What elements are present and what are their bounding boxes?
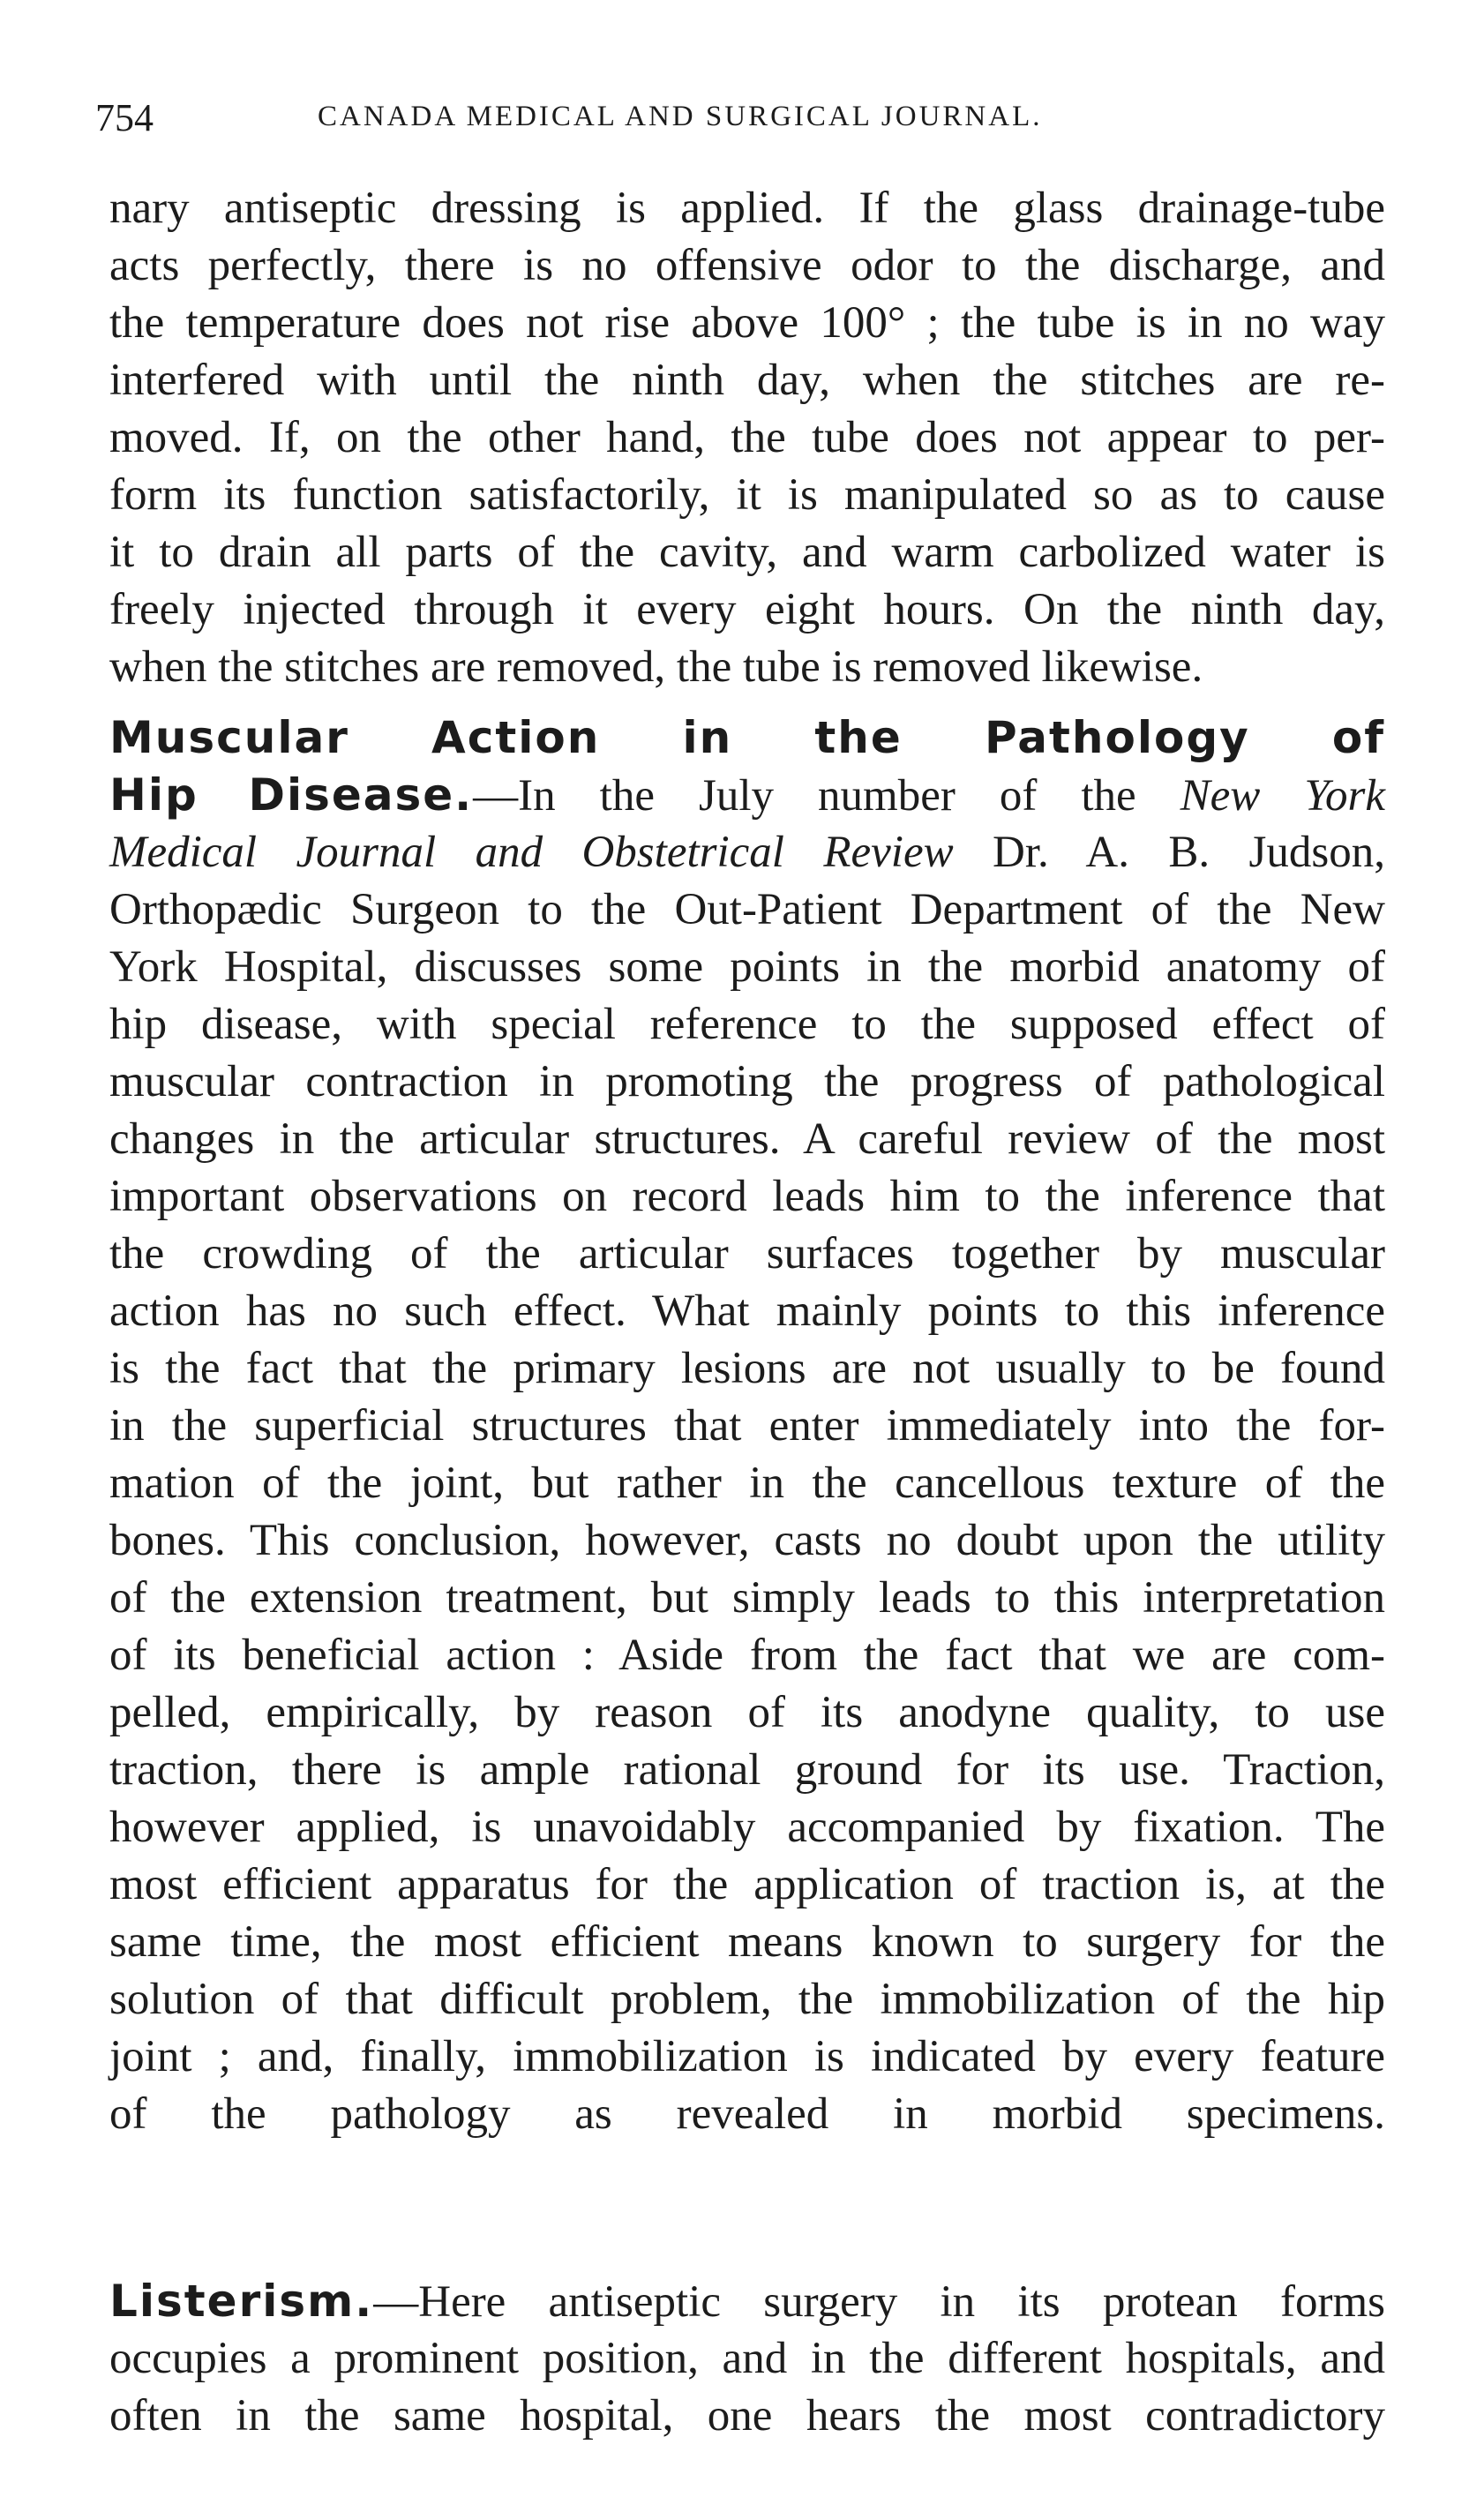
text-line: form its function satisfactorily, it is manipulated so as to cause: [109, 470, 1385, 520]
text-line: when the stitches are removed, the tube is removed likewise.: [109, 642, 1203, 692]
journal-title: CANADA MEDICAL AND SURGICAL JOURNAL.: [318, 101, 1043, 132]
text-line: is the fact that the primary lesions are not usually to be found: [109, 1344, 1385, 1393]
text-line: [109, 2145, 1385, 2198]
page-number: 754: [95, 96, 154, 139]
text-line: most efficient apparatus for the application of traction is, at the: [109, 1860, 1385, 1909]
text-line: nary antiseptic dressing is applied. If the glass drainage-tube: [109, 184, 1385, 233]
text-line: of the pathology as revealed in morbid specimens.: [109, 2089, 1385, 2139]
text-line: occupies a prominent position, and in the different hospitals, and: [109, 2334, 1385, 2383]
text-line: York Hospital, discusses some points in the morbid anatomy of: [109, 942, 1385, 992]
text-line: [109, 2202, 1385, 2255]
text-line: hip disease, with special reference to the supposed effect of: [109, 1000, 1385, 1049]
text-line: bones. This conclusion, however, casts no doubt upon the utility: [109, 1516, 1385, 1565]
text-line: acts perfectly, there is no offensive odor to the discharge, and: [109, 241, 1385, 290]
journal-citation: Medical Journal and Obstetrical Review: [109, 828, 954, 877]
text-line: muscular contraction in promoting the progress of pathological: [109, 1057, 1385, 1106]
text-line: Hip Disease.—In the July number of the New York: [109, 769, 1385, 821]
text-line: of its beneficial action : Aside from the fact that we are com-: [109, 1631, 1385, 1680]
text-line: joint ; and, finally, immobilization is indicated by every feature: [109, 2032, 1385, 2081]
text-line: however applied, is unavoidably accompanied by fixation. The: [109, 1803, 1385, 1852]
text-line: pelled, empirically, by reason of its anodyne quality, to use: [109, 1688, 1385, 1737]
text-line: the temperature does not rise above 100° ; the tube is in no way: [109, 298, 1385, 348]
text-line: Listerism.—Here antiseptic surgery in its protean forms: [109, 2276, 1385, 2327]
section-heading: Muscular Action in the Pathology of: [109, 712, 1385, 763]
text-line: freely injected through it every eight hours. On the ninth day,: [109, 585, 1385, 634]
section-heading: Hip Disease.: [109, 769, 474, 821]
text-line: mation of the joint, but rather in the cancellous texture of the: [109, 1458, 1385, 1508]
text-line: Medical Journal and Obstetrical Review Dr. A. B. Judson,: [109, 828, 1385, 877]
running-header: [0, 95, 1484, 148]
text-line: of the extension treatment, but simply leads to this interpretation: [109, 1573, 1385, 1623]
text-line: solution of that difficult problem, the immobilization of the hip: [109, 1975, 1385, 2024]
text-line: interfered with until the ninth day, when the stitches are re-: [109, 356, 1385, 405]
section-heading: Listerism.: [109, 2276, 374, 2327]
text-line: moved. If, on the other hand, the tube does not appear to per-: [109, 413, 1385, 462]
text-line: the crowding of the articular surfaces together by muscular: [109, 1229, 1385, 1278]
text-line: Orthopædic Surgeon to the Out-Patient Department of the New: [109, 885, 1385, 934]
text-line: often in the same hospital, one hears the most contradictory: [109, 2391, 1385, 2441]
text-line: traction, there is ample rational ground for its use. Traction,: [109, 1745, 1385, 1795]
journal-citation: New York: [1180, 771, 1385, 821]
text-line: action has no such effect. What mainly points to this inference: [109, 1286, 1385, 1336]
text-line: important observations on record leads him to the inference that: [109, 1172, 1385, 1221]
text-line: changes in the articular structures. A careful review of the most: [109, 1114, 1385, 1164]
section-heading-line: [109, 711, 1385, 764]
text-line: it to drain all parts of the cavity, and warm carbolized water is: [109, 528, 1385, 577]
text-line: same time, the most efficient means known to surgery for the: [109, 1917, 1385, 1967]
text-line: in the superficial structures that enter immediately into the for-: [109, 1401, 1385, 1451]
